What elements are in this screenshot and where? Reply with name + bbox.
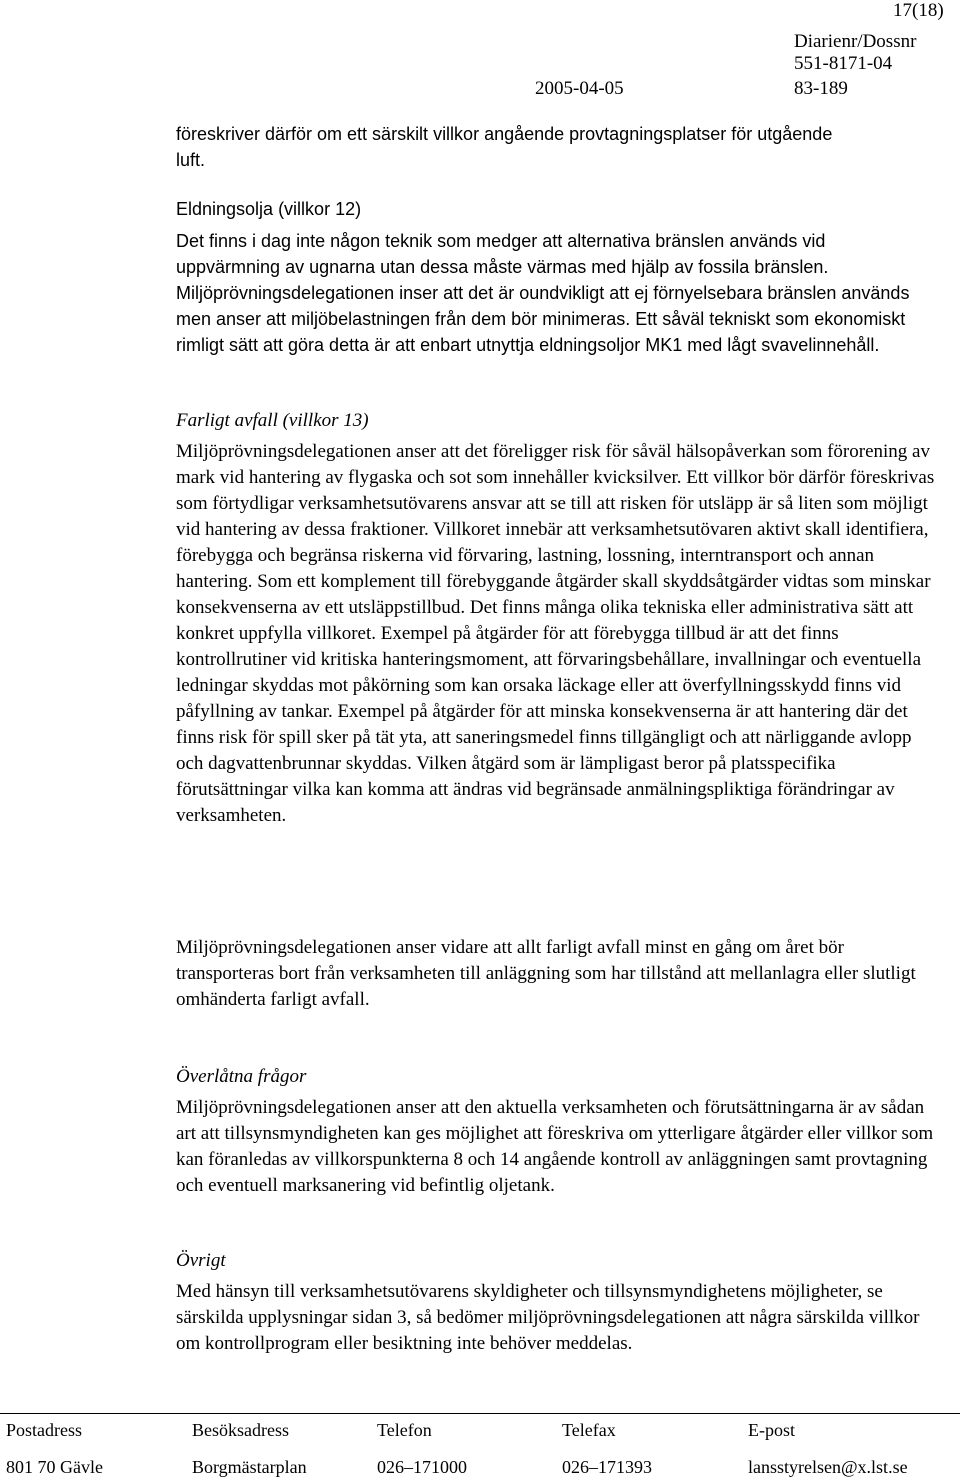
footer-telefax: 026–171393 [562, 1457, 652, 1477]
diarienr-value: 551-8171-04 [794, 53, 893, 74]
ovrigt-paragraph: Med hänsyn till verksamhetsutövarens skyldigheter och tillsynsmyndighetens möjligheter, se särskilda upplysningar sidan 3, så bedömer miljöprövningsdelegationen att några särskilda villkor om kontrollprogram eller besiktning inte behöver meddelas. [176, 1281, 920, 1354]
overlatna-fragor-paragraph: Miljöprövningsdelegationen anser att den aktuella verksamheten och förutsättningarna är av sådan art att tillsynsmyndigheten kan ges möjlighet att föreskriva om ytterligare åtgärder eller villkor som kan föranledas av villkorspunkterna 8 och 14 angående kontroll av anläggningen samt provtagning och eventuell marksanering vid befintlig oljetank. [176, 1097, 934, 1196]
footer-divider [0, 1413, 960, 1414]
footer-telefax-label: Telefax [562, 1420, 616, 1440]
intro-paragraph: föreskriver därför om ett särskilt villkor angående provtagningsplatser för utgående luft. [176, 124, 833, 170]
ovrigt-heading: Övrigt [176, 1250, 226, 1271]
footer-besoksadress: Borgmästarplan [192, 1457, 307, 1477]
dossnr-value: 83-189 [794, 78, 848, 99]
farligt-avfall-heading: Farligt avfall (villkor 13) [176, 410, 369, 431]
farligt-avfall-paragraph-2: Miljöprövningsdelegationen anser vidare att allt farligt avfall minst en gång om året bör transporteras bort från verksamheten till anläggning som har tillstånd att mellanlagra eller slutligt omhänderta farligt avfall. [176, 937, 916, 1010]
footer-telefon-label: Telefon [377, 1420, 432, 1440]
diarienr-label: Diarienr/Dossnr [794, 31, 917, 52]
eldningsolja-paragraph: Det finns i dag inte någon teknik som medger att alternativa bränslen används vid uppvärmning av ugnarna utan dessa måste värmas med hjälp av fossila bränslen. Miljöprövningsdelegationen inser att det är oundvikligt att ej förnyelsebara bränslen används men anser att miljöbelastningen från dem bör minimeras. Ett såväl tekniskt som ekonomiskt rimligt sätt att göra detta är att enbart utnyttja eldningsoljor MK1 med lågt svavelinnehåll. [176, 231, 910, 355]
page-number: 17(18) [893, 0, 944, 21]
footer-besoksadress-label: Besöksadress [192, 1420, 289, 1440]
footer-postadress-label: Postadress [6, 1420, 82, 1440]
document-date: 2005-04-05 [535, 78, 624, 99]
farligt-avfall-paragraph: Miljöprövningsdelegationen anser att det föreligger risk för såväl hälsopåverkan som förorening av mark vid hantering av flygaska och sot som innehåller kvicksilver. Ett villkor bör därför föreskrivas som förtydligar verksamhetsutövarens ansvar att se till att risken för utsläpp är så liten som möjligt vid hantering av dessa fraktioner. Villkoret innebär att verksamhetsutövaren aktivt skall identifiera, förebygga och begränsa riskerna vid förvaring, lastning, lossning, interntransport och annan hantering. Som ett komplement till förebyggande åtgärder skall skyddsåtgärder vidtas som minskar konsekvenserna av ett utsläppstillbud. Det finns många olika tekniska eller administrativa sätt att konkret uppfylla villkoret. Exempel på åtgärder för att förebygga tillbud är att det finns kontrollrutiner vid kritiska hanteringsmoment, att förvaringsbehållare, invallningar och eventuella ledningar skyddas mot påkörning som kan orsaka läckage eller att överfyllningsskydd finns vid påfyllning av tankar. Exempel på åtgärder för att minska konsekvenserna är att hantering där det finns risk för spill sker på tät yta, att saneringsmedel finns tillgängligt och att närliggande avlopp och dagvattenbrunnar skyddas. Vilken åtgärd som är lämpligast beror på platsspecifika förutsättningar vilka kan komma att ändras vid begränsade anmälningspliktiga förändringar av verksamheten. [176, 441, 935, 826]
overlatna-fragor-heading: Överlåtna frågor [176, 1066, 307, 1087]
footer-epost-link[interactable]: lansstyrelsen@x.lst.se [748, 1457, 908, 1477]
footer-telefon: 026–171000 [377, 1457, 467, 1477]
footer-postadress: 801 70 Gävle [6, 1457, 103, 1477]
footer-epost-label: E-post [748, 1420, 795, 1440]
eldningsolja-heading: Eldningsolja (villkor 12) [176, 199, 362, 219]
